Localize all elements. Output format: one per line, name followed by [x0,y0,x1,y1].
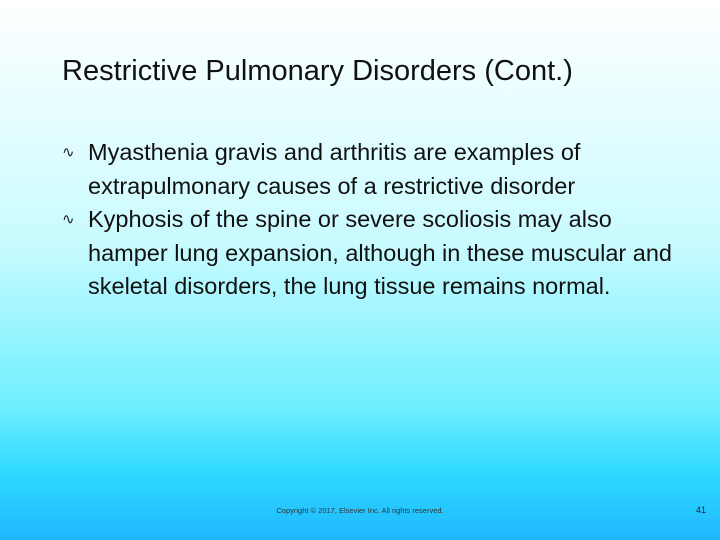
bullet-item [62,136,672,203]
wave-bullet-icon: ∿ [62,211,75,228]
slide-title: Restrictive Pulmonary Disorders (Cont.) [62,55,573,87]
footer-copyright [0,506,720,515]
bullet-list [62,136,672,304]
copyright-text: Copyright © 2017, Elsevier Inc. All rights reserved. [276,506,444,515]
page-number: 41 [695,505,706,515]
bullet-text: Kyphosis of the spine or severe scoliosis may also hamper lung expansion, although in these muscular and skeletal disorders, the lung tissue remains normal. [88,206,672,299]
bullet-item [62,203,672,304]
wave-bullet-icon: ∿ [62,144,75,161]
bullet-text: Myasthenia gravis and arthritis are examples of extrapulmonary causes of a restrictive disorder [88,139,581,199]
